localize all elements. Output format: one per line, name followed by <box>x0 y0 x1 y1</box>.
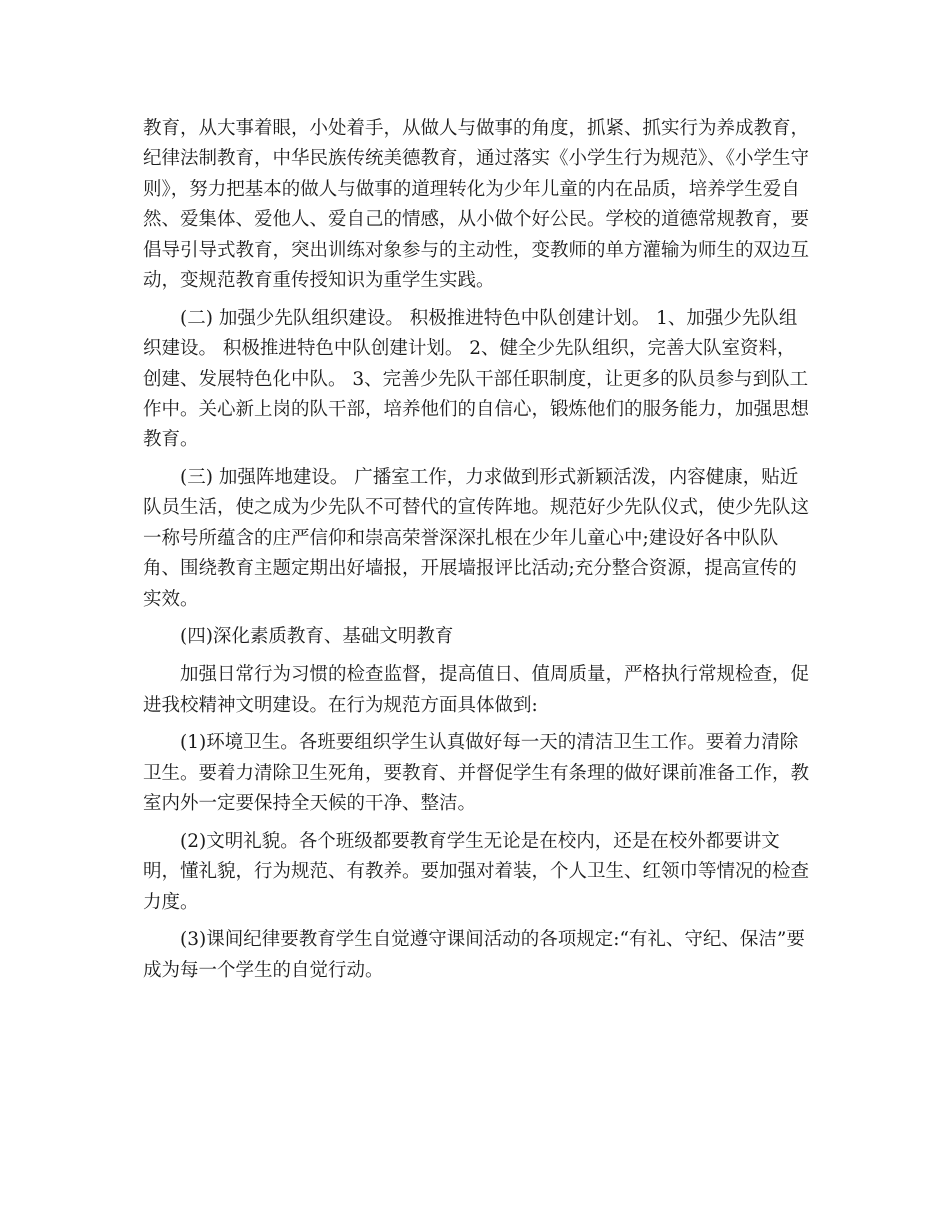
paragraph-4: (四)深化素质教育、基础文明教育 <box>180 626 454 648</box>
paragraph-2: (二) 加强少先队组织建设。 积极推进特色中队创建计划。 1、加强少先队组织建设。 积极推进特色中队创建计划。 2、健全少先队组织，完善大队室资料，创建、发展特色化中队。 3、完善少先队干部任职制度，让更多的队员参与到队工作中。关心新上岗的队干部，培养他们的自信心，锻炼他们的服务能力，加强思想教育。 <box>143 307 810 451</box>
paragraph-6: (1)环境卫生。各班要组织学生认真做好每一天的清洁卫生工作。要着力清除卫生。要着力清除卫生死角，要教育、并督促学生有条理的做好课前准备工作，教室内外一定要保持全天候的干净、整洁。 <box>143 732 810 815</box>
paragraph-7: (2)文明礼貌。各个班级都要教育学生无论是在校内，还是在校外都要讲文明，懂礼貌，行为规范、有教养。要加强对着装，个人卫生、红领巾等情况的检查力度。 <box>143 830 810 913</box>
paragraph-5: 加强日常行为习惯的检查监督，提高值日、值周质量，严格执行常规检查，促进我校精神文明建设。在行为规范方面具体做到: <box>143 664 810 716</box>
paragraph-8: (3)课间纪律要教育学生自觉遵守课间活动的各项规定:“有礼、守纪、保洁”要成为每一个学生的自觉行动。 <box>143 929 805 981</box>
paragraph-1: 教育，从大事着眼，小处着手，从做人与做事的角度，抓紧、抓实行为养成教育，纪律法制教育，中华民族传统美德教育，通过落实《小学生行为规范》、《小学生守则》，努力把基本的做人与做事的道理转化为少年儿童的内在品质，培养学生爱自然、爱集体、爱他人、爱自己的情感，从小做个好公民。学校的道德常规教育，要倡导引导式教育，突出训练对象参与的主动性，变教师的单方灌输为师生的双边互动，变规范教育重传授知识为重学生实践。 <box>143 118 810 292</box>
paragraph-3: (三) 加强阵地建设。 广播室工作，力求做到形式新颖活泼，内容健康，贴近队员生活，使之成为少先队不可替代的宣传阵地。规范好少先队仪式，使少先队这一称号所蕴含的庄严信仰和崇高荣誉深深扎根在少年儿童心中;建设好各中队队角、围绕教育主题定期出好墙报，开展墙报评比活动;充分整合资源，提高宣传的实效。 <box>143 467 810 610</box>
document-body <box>143 114 813 993</box>
